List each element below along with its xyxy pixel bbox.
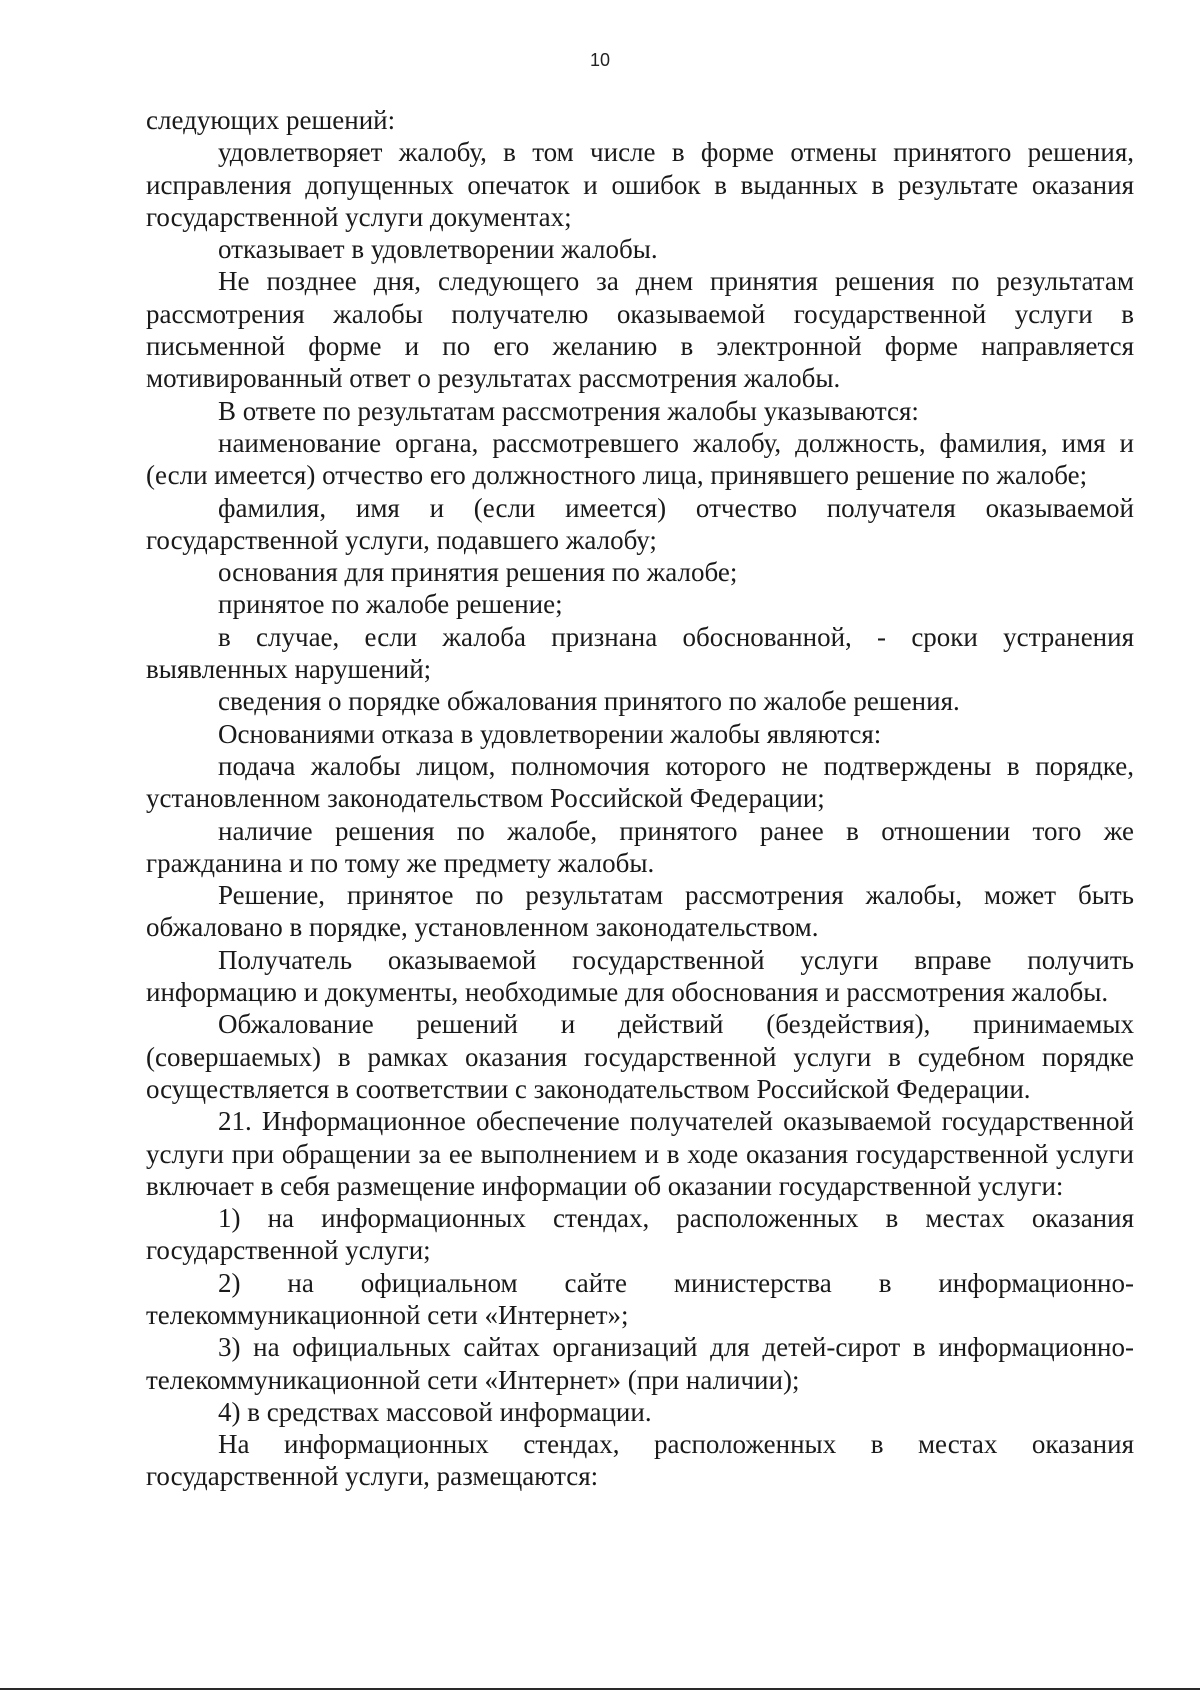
paragraph: Обжалование решений и действий (бездействия), принимаемых (совершаемых) в рамках оказания государственной услуги в судебном порядке осуществляется в соответствии с законодательством Российской Федерации. (146, 1009, 1134, 1104)
paragraph: основания для принятия решения по жалобе; (218, 557, 738, 588)
list-item: 1) на информационных стендах, расположенных в местах оказания государственной услуги; (146, 1203, 1134, 1266)
list-item: 4) в средствах массовой информации. (218, 1396, 652, 1427)
list-item: 3) на официальных сайтах организаций для детей-сирот в информационно-телекоммуникационной сети «Интернет» (при наличии); (146, 1332, 1134, 1395)
paragraph: сведения о порядке обжалования принятого по жалобе решения. (218, 686, 960, 717)
document-body (146, 104, 1134, 1493)
paragraph: В ответе по результатам рассмотрения жалобы указываются: (218, 395, 919, 426)
page-number: 10 (589, 50, 611, 70)
list-item: 2) на официальном сайте министерства в информационно-телекоммуникационной сети «Интернет»; (146, 1267, 1134, 1330)
paragraph: На информационных стендах, расположенных в местах оказания государственной услуги, размещаются: (146, 1429, 1134, 1492)
paragraph: принятое по жалобе решение; (218, 589, 563, 620)
paragraph: в случае, если жалоба признана обоснованной, - сроки устранения выявленных нарушений; (146, 621, 1134, 685)
paragraph: фамилия, имя и (если имеется) отчество получателя оказываемой государственной услуги, подавшего жалобу; (146, 492, 1134, 555)
paragraph: следующих решений: (146, 105, 396, 135)
paragraph: отказывает в удовлетворении жалобы. (218, 234, 658, 265)
paragraph: Не позднее дня, следующего за днем принятия решения по результатам рассмотрения жалобы получателю оказываемой государственной услуги в письменной форме и по его желанию в электронной форме направляется мотивированный ответ о результатах рассмотрения жалобы. (146, 266, 1134, 394)
paragraph: подача жалобы лицом, полномочия которого не подтверждены в порядке, установленном законодательством Российской Федерации; (146, 750, 1134, 814)
paragraph: Получатель оказываемой государственной услуги вправе получить информацию и документы, необходимые для обоснования и рассмотрения жалобы. (146, 944, 1134, 1008)
paragraph: наименование органа, рассмотревшего жалобу, должность, фамилия, имя и (если имеется) отчество его должностного лица, принявшего решение по жалобе; (146, 427, 1134, 491)
paragraph: Основаниями отказа в удовлетворении жалобы являются: (218, 718, 882, 749)
paragraph: 21. Информационное обеспечение получателей оказываемой государственной услуги при обращении за ее выполнением и в ходе оказания государственной услуги включает в себя размещение информации об оказании государственной услуги: (146, 1106, 1134, 1201)
paragraph: наличие решения по жалобе, принятого ранее в отношении того же гражданина и по тому же предмету жалобы. (146, 815, 1134, 878)
page-bottom-rule (0, 1688, 1200, 1690)
paragraph: Решение, принятое по результатам рассмотрения жалобы, может быть обжаловано в порядке, установленном законодательством. (146, 880, 1134, 943)
paragraph: удовлетворяет жалобу, в том числе в форме отмены принятого решения, исправления допущенных опечаток и ошибок в выданных в результате оказания государственной услуги документах; (146, 137, 1134, 232)
